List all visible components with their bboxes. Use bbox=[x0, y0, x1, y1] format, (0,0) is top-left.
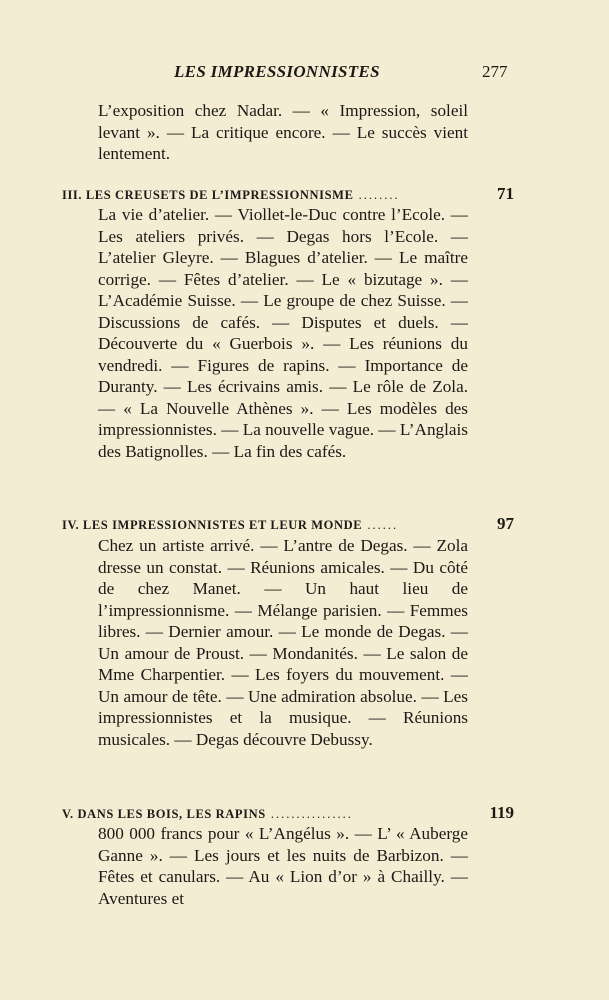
chapter-page-iii: 71 bbox=[497, 184, 514, 203]
page-number: 277 bbox=[482, 62, 508, 81]
chapter-summary-iv: Chez un artiste arrivé. — L’antre de Degas. — Zola dresse un constat. — Réunions amicales. — Du côté de chez Manet. — Un haut lieu de l’impressionnisme. — Mélange parisien. — Femmes libres. — Dernier amour. — Le monde de Degas. — Un amour de Proust. — Mondanités. — Le salon de Mme Charpentier. — Les foyers du mouvement. — Un amour de tête. — Une admiration absolue. — Les impressionnistes et la musique. — Réunions musicales. — Degas découvre Debussy. bbox=[98, 536, 468, 749]
intro-paragraph: L’exposition chez Nadar. — « Impression, soleil levant ». — La critique encore. — Le succès vient lentement. bbox=[98, 101, 468, 163]
chapter-summary-iii: La vie d’atelier. — Viollet-le-Duc contre l’Ecole. — Les ateliers privés. — Degas hors l’Ecole. — L’atelier Gleyre. — Blagues d’atelier. — Le maître corrige. — Fêtes d’atelier. — Le « bizutage ». — L’Académie Suisse. — Le groupe de chez Suisse. — Discussions de cafés. — Disputes et duels. — Découverte du « Guerbois ». — Les réunions du vendredi. — Figures de rapins. — Importance de Duranty. — Les écrivains amis. — Le rôle de Zola. — « La Nouvelle Athènes ». — Les modèles des impressionnistes. — La nouvelle vague. — L’Anglais des Batignolles. — La fin des cafés. bbox=[98, 205, 468, 461]
dot-leader: ........ bbox=[353, 188, 400, 202]
chapter-title-iii: III. LES CREUSETS DE L’IMPRESSIONNISME ........ bbox=[62, 188, 400, 202]
chapter-summary-v: 800 000 francs pour « L’Angélus ». — L’ « Auberge Ganne ». — Les jours et les nuits de Barbizon. — Fêtes et canulars. — Au « Lion d’or » à Chailly. — Aventures et bbox=[98, 824, 468, 908]
chapter-title-v: V. DANS LES BOIS, LES RAPINS ................ bbox=[62, 807, 353, 821]
dot-leader: ...... bbox=[362, 518, 399, 532]
chapter-title-iv: IV. LES IMPRESSIONNISTES ET LEUR MONDE ...... bbox=[62, 518, 399, 532]
chapter-heading-v bbox=[62, 803, 514, 823]
chapter-page-v: 119 bbox=[489, 803, 514, 822]
dot-leader: ................ bbox=[265, 807, 353, 821]
chapter-page-iv: 97 bbox=[497, 514, 514, 533]
chapter-heading-iv bbox=[62, 514, 514, 534]
running-title: LES IMPRESSIONNISTES bbox=[174, 62, 380, 81]
chapter-heading-iii bbox=[62, 184, 514, 204]
